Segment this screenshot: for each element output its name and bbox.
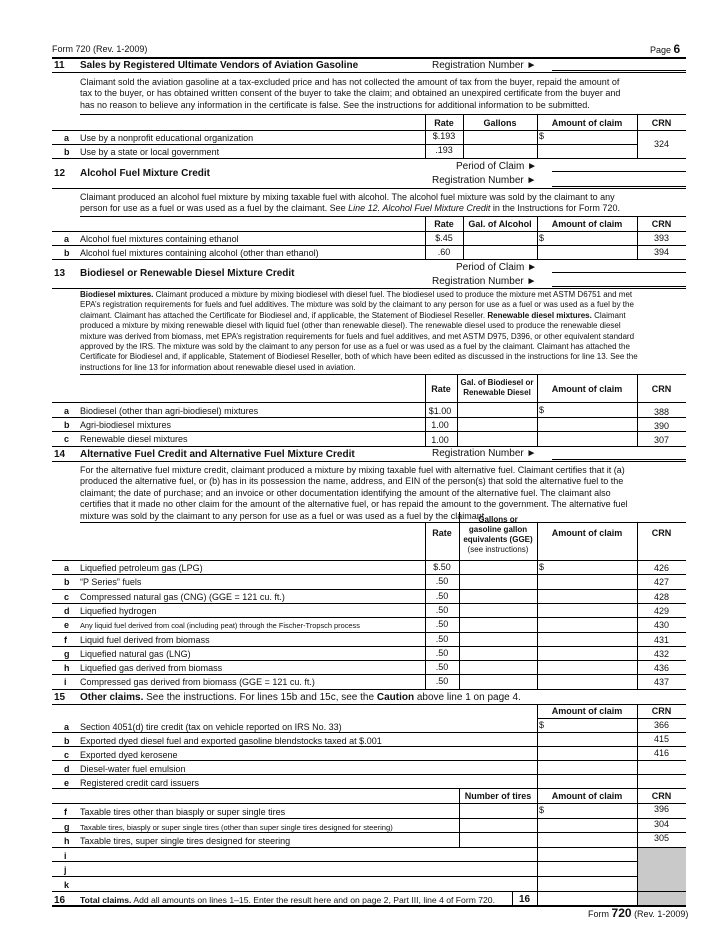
rule bbox=[52, 288, 686, 289]
row-rate: .60 bbox=[437, 247, 451, 257]
line-13-registration-field[interactable] bbox=[552, 286, 686, 287]
line-13-period-field[interactable] bbox=[552, 272, 686, 273]
row-desc: Diesel-water fuel emulsion bbox=[80, 764, 186, 774]
row-desc: Exported dyed kerosene bbox=[80, 750, 178, 760]
line-16-box-number: 16 bbox=[518, 894, 531, 905]
row-letter: b bbox=[64, 577, 70, 587]
row-letter: b bbox=[64, 736, 70, 746]
crn-value: 436 bbox=[653, 663, 670, 673]
row-desc: Compressed gas derived from biomass (GGE = 121 cu. ft.) bbox=[80, 677, 315, 687]
text-bold: Other claims. bbox=[80, 692, 144, 703]
amount-field[interactable] bbox=[538, 647, 637, 659]
line-14-title: Alternative Fuel Credit and Alternative Fuel Mixture Credit bbox=[80, 449, 355, 460]
line-14-number: 14 bbox=[54, 449, 66, 460]
crn-value: 416 bbox=[653, 748, 670, 758]
crn-value: 324 bbox=[653, 139, 670, 149]
para-line: certifies that it made no other claim for the amount of the alternative fuel, or has repaid the amount to the government. The alternative fuel bbox=[80, 499, 628, 510]
para-line: Certificate for Biodiesel and, if applicable, Statement of Biodiesel Reseller, both of which have been edited as discussed in the instructions for line 13. See the bbox=[80, 352, 638, 362]
row-desc: Section 4051(d) tire credit (tax on vehicle reported on IRS No. 33) bbox=[80, 722, 342, 732]
row-letter: a bbox=[64, 406, 70, 416]
col-gallons-line2: Renewable Diesel bbox=[463, 388, 531, 397]
amount-field[interactable] bbox=[538, 633, 637, 645]
amount-field[interactable] bbox=[538, 675, 637, 687]
text-bold: Total claims. bbox=[80, 895, 132, 905]
line-12-period-label: Period of Claim ► bbox=[456, 161, 538, 172]
line-11-number: 11 bbox=[54, 60, 65, 71]
row-desc: Any liquid fuel derived from coal (including peat) through the Fischer-Tropsch process bbox=[80, 621, 360, 630]
row-letter: c bbox=[64, 592, 70, 602]
row-desc: Use by a nonprofit educational organization bbox=[80, 133, 254, 143]
amount-field[interactable] bbox=[538, 661, 637, 673]
para-line: tax to the buyer, or has obtained written consent of the buyer to take the claim; and obtained an unexpired certificate from the buyer and bbox=[80, 88, 621, 99]
row-desc: Compressed natural gas (CNG) (GGE = 121 cu. ft.) bbox=[80, 592, 285, 602]
col-rate: Rate bbox=[434, 118, 454, 128]
dollar-sign: $ bbox=[539, 233, 545, 243]
row-desc: Registered credit card issuers bbox=[80, 778, 200, 788]
col-gallons-line: equivalents (GGE) bbox=[463, 535, 533, 544]
row-desc: Renewable diesel mixtures bbox=[80, 434, 188, 444]
col-line bbox=[425, 114, 426, 158]
para-line: For the alternative fuel mixture credit, claimant produced a mixture by mixing taxable fuel with alternative fuel. Claimant certifies that it (a) bbox=[80, 465, 625, 475]
crn-value: 431 bbox=[653, 635, 670, 645]
para-line: Claimant produced an alcohol fuel mixture by mixing taxable fuel with alcohol. The alcohol fuel mixture was sold by the claimant to any bbox=[80, 192, 615, 202]
other-claim-description-field[interactable] bbox=[80, 877, 536, 889]
row-rate: .50 bbox=[435, 619, 449, 629]
col-line bbox=[637, 216, 638, 259]
gallons-field[interactable] bbox=[460, 675, 537, 687]
amount-field[interactable] bbox=[538, 775, 637, 787]
crn-value: 304 bbox=[653, 819, 670, 829]
row-rate: .50 bbox=[435, 648, 449, 658]
page-number: 6 bbox=[673, 42, 681, 56]
row-desc: Agri-biodiesel mixtures bbox=[80, 420, 172, 430]
gallons-field[interactable] bbox=[460, 604, 537, 616]
col-rate: Rate bbox=[434, 219, 454, 229]
amount-field[interactable] bbox=[538, 862, 637, 874]
footer-form-number: 720 bbox=[611, 906, 632, 920]
line-13-title: Biodiesel or Renewable Diesel Mixture Credit bbox=[80, 268, 295, 279]
line-12-amount-field[interactable] bbox=[538, 232, 637, 258]
col-number-of-tires: Number of tires bbox=[464, 791, 532, 801]
page-word: Page bbox=[650, 45, 672, 55]
col-amount: Amount of claim bbox=[551, 528, 623, 538]
crn-value: 429 bbox=[653, 606, 670, 616]
line-13-paragraph bbox=[80, 290, 686, 373]
line-13-registration-label: Registration Number ► bbox=[432, 276, 537, 287]
line-14-paragraph bbox=[80, 465, 686, 522]
amount-field[interactable] bbox=[538, 575, 637, 587]
para-line: produced a mixture by mixing renewable diesel with liquid fuel (other than renewable diesel). The renewable diesel used to produce the renewable diesel bbox=[80, 321, 621, 331]
rule bbox=[52, 461, 686, 462]
row-rate: .50 bbox=[435, 676, 449, 686]
crn-value: 426 bbox=[653, 563, 670, 573]
dollar-sign: $ bbox=[539, 805, 545, 815]
page-label bbox=[650, 44, 680, 56]
row-letter: e bbox=[64, 778, 70, 788]
row-rate: $.50 bbox=[433, 562, 451, 572]
col-line bbox=[459, 788, 460, 847]
row-rate: $1.00 bbox=[428, 406, 452, 416]
rule bbox=[52, 259, 686, 260]
line-11-registration-label: Registration Number ► bbox=[432, 60, 537, 71]
amount-field[interactable] bbox=[538, 877, 637, 889]
other-claim-description-field[interactable] bbox=[80, 848, 536, 860]
text-bold: Biodiesel mixtures. bbox=[80, 290, 154, 299]
row-desc: Liquid fuel derived from biomass bbox=[80, 635, 210, 645]
row-desc: Liquefied natural gas (LNG) bbox=[80, 649, 191, 659]
rule bbox=[52, 689, 686, 690]
gallons-field[interactable] bbox=[460, 618, 537, 630]
line-11-gallons-field[interactable] bbox=[463, 131, 537, 157]
row-letter: a bbox=[64, 234, 70, 244]
line-13-period-label: Period of Claim ► bbox=[456, 262, 538, 273]
amount-field[interactable] bbox=[538, 833, 637, 845]
dollar-sign: $ bbox=[539, 720, 545, 730]
col-crn: CRN bbox=[651, 528, 672, 538]
header-rule bbox=[52, 57, 686, 59]
line-15-number: 15 bbox=[54, 692, 66, 703]
text: claimant. Claimant has attached the Certificate for Biodiesel and, if applicable, the Statement of Biodiesel Reseller. bbox=[80, 310, 488, 320]
para-line: produced the alternative fuel, or (b) has in its possession the name, address, and EIN of the person(s) that sold the alternative fuel to the bbox=[80, 476, 624, 487]
row-letter: a bbox=[64, 133, 70, 143]
row-rate: $.45 bbox=[435, 233, 453, 243]
row-desc: Use by a state or local government bbox=[80, 147, 220, 157]
gallons-field[interactable] bbox=[460, 561, 537, 573]
col-line bbox=[425, 216, 426, 259]
col-crn: CRN bbox=[651, 791, 672, 801]
crn-value: 428 bbox=[653, 592, 670, 602]
row-letter: k bbox=[64, 880, 70, 890]
crn-value: 393 bbox=[653, 233, 670, 243]
col-gallons: Gal. of Alcohol bbox=[468, 219, 532, 229]
para-line bbox=[80, 311, 686, 321]
crn-value: 427 bbox=[653, 577, 670, 587]
tires-field[interactable] bbox=[460, 804, 537, 816]
col-line bbox=[425, 374, 426, 446]
amount-field[interactable] bbox=[538, 733, 637, 745]
row-desc: Taxable tires other than biasply or super single tires bbox=[80, 807, 286, 817]
row-desc: Taxable tires, biasply or super single tires (other than super single tires designed for steering) bbox=[80, 823, 393, 832]
rule bbox=[80, 522, 686, 523]
line-14-registration-label: Registration Number ► bbox=[432, 448, 537, 459]
line-13-amount-field[interactable] bbox=[538, 403, 637, 445]
para-line: mixture was derived from biomass, met EPA’s registration requirements for fuels and fuel additives, and met ASTM D975, D396, or other equivalent standard bbox=[80, 331, 635, 341]
col-amount: Amount of claim bbox=[551, 706, 623, 716]
amount-field[interactable] bbox=[538, 590, 637, 602]
crn-value: 388 bbox=[653, 407, 670, 417]
amount-field[interactable] bbox=[538, 848, 637, 860]
row-desc: “P Series” fuels bbox=[80, 577, 142, 587]
row-letter: i bbox=[64, 851, 67, 861]
gallons-field[interactable] bbox=[460, 575, 537, 587]
gallons-field[interactable] bbox=[460, 647, 537, 659]
row-desc: Liquefied petroleum gas (LPG) bbox=[80, 563, 203, 573]
line-12-number: 12 bbox=[54, 168, 66, 179]
col-line bbox=[637, 522, 638, 689]
col-crn: CRN bbox=[651, 706, 672, 716]
tires-field[interactable] bbox=[460, 833, 537, 845]
col-line bbox=[637, 114, 638, 158]
col-gallons-line: Gallons or bbox=[478, 515, 518, 524]
row-desc: Alcohol fuel mixtures containing alcohol (other than ethanol) bbox=[80, 248, 319, 258]
row-rate: .50 bbox=[435, 634, 449, 644]
dollar-sign: $ bbox=[539, 405, 545, 415]
col-amount: Amount of claim bbox=[551, 219, 623, 229]
col-crn: CRN bbox=[651, 219, 672, 229]
row-desc: Liquefied gas derived from biomass bbox=[80, 663, 223, 673]
row-letter: d bbox=[64, 606, 70, 616]
text: person for use as a fuel or was used as a fuel by the claimant. See bbox=[80, 203, 349, 214]
col-line bbox=[637, 374, 638, 446]
line-13-gallons-field[interactable] bbox=[458, 403, 537, 445]
crn-value: 305 bbox=[653, 833, 670, 843]
text: Claimant bbox=[591, 310, 626, 320]
row-letter: f bbox=[64, 807, 67, 817]
gallons-field[interactable] bbox=[460, 661, 537, 673]
para-line bbox=[80, 290, 686, 300]
para-line: EPA’s registration requirements for fuels and fuel additives. The mixture was sold by the claimant to any person for use as a fuel or was used as a fuel by the bbox=[80, 300, 634, 310]
line-11-amount-field[interactable] bbox=[538, 131, 637, 157]
row-letter: h bbox=[64, 836, 70, 846]
crn-value: 390 bbox=[653, 421, 670, 431]
amount-field[interactable] bbox=[538, 761, 637, 773]
row-desc: Taxable tires, super single tires designed for steering bbox=[80, 836, 291, 846]
row-rate: .50 bbox=[435, 662, 449, 672]
row-letter: i bbox=[64, 677, 67, 687]
row-letter: c bbox=[64, 750, 70, 760]
line-16-number: 16 bbox=[54, 895, 66, 906]
col-crn: CRN bbox=[651, 118, 672, 128]
footer-form-word: Form bbox=[588, 909, 609, 919]
col-gallons: Gallons bbox=[483, 118, 517, 128]
line-13-number: 13 bbox=[54, 268, 66, 279]
line-12-period-field[interactable] bbox=[552, 171, 686, 172]
row-letter: c bbox=[64, 434, 70, 444]
gallons-field[interactable] bbox=[460, 590, 537, 602]
row-letter: a bbox=[64, 563, 70, 573]
line-14-registration-field[interactable] bbox=[552, 459, 686, 460]
line-12-registration-label: Registration Number ► bbox=[432, 175, 537, 186]
col-gallons-line1: Gal. of Biodiesel or bbox=[460, 378, 534, 387]
line-12-registration-field[interactable] bbox=[552, 186, 686, 187]
shaded-area bbox=[638, 892, 686, 905]
col-line bbox=[637, 704, 638, 788]
line-15-title bbox=[80, 692, 521, 703]
para-line: claimant; the date of purchase; and an invoice or other documentation identifying the amount of the alternative fuel. The claimant also bbox=[80, 487, 611, 498]
amount-field[interactable] bbox=[538, 618, 637, 630]
line-12-gallons-field[interactable] bbox=[463, 232, 537, 258]
rule bbox=[52, 905, 686, 907]
row-letter: f bbox=[64, 635, 67, 645]
tires-field[interactable] bbox=[460, 819, 537, 831]
rule bbox=[80, 216, 686, 217]
amount-field[interactable] bbox=[538, 804, 637, 816]
amount-field[interactable] bbox=[538, 604, 637, 616]
text-bold: Caution bbox=[376, 692, 415, 703]
row-letter: g bbox=[64, 822, 70, 832]
col-rate: Rate bbox=[431, 384, 451, 394]
form-revision: Form 720 (Rev. 1-2009) bbox=[52, 44, 148, 54]
col-line bbox=[537, 522, 538, 689]
para-line bbox=[80, 203, 686, 214]
col-crn: CRN bbox=[651, 384, 672, 394]
para-line: approved by the IRS. The mixture was sold by the claimant to any person for use as a fuel or was used as a fuel by the claimant. Claimant has attached the bbox=[80, 342, 630, 352]
col-amount: Amount of claim bbox=[551, 118, 623, 128]
rule bbox=[52, 188, 686, 189]
row-rate: .50 bbox=[435, 605, 449, 615]
text: Claimant produced a mixture by mixing biodiesel with diesel fuel. The biodiesel used to produce the mixture met ASTM D6751 and met bbox=[153, 290, 633, 299]
row-rate: .50 bbox=[435, 591, 449, 601]
row-letter: b bbox=[64, 147, 70, 157]
crn-value: 430 bbox=[653, 620, 670, 630]
row-desc: Liquefied hydrogen bbox=[80, 606, 157, 616]
amount-field[interactable] bbox=[538, 561, 637, 573]
row-desc: Alcohol fuel mixtures containing ethanol bbox=[80, 234, 239, 244]
amount-field[interactable] bbox=[538, 747, 637, 759]
row-letter: j bbox=[64, 865, 67, 875]
footer-revision: (Rev. 1-2009) bbox=[634, 909, 689, 919]
para-line: instructions for line 13 for information about renewable diesel used in aviation. bbox=[80, 362, 356, 372]
line-11-paragraph bbox=[80, 77, 686, 111]
crn-value: 307 bbox=[653, 435, 670, 445]
text: Add all amounts on lines 1–15. Enter the result here and on page 2, Part III, line 4 of Form 720. bbox=[131, 895, 495, 905]
crn-value: 415 bbox=[653, 734, 670, 744]
text: above line 1 on page 4. bbox=[414, 692, 521, 703]
crn-value: 437 bbox=[653, 677, 670, 687]
line-11-title: Sales by Registered Ultimate Vendors of Aviation Gasoline bbox=[80, 60, 359, 71]
col-line bbox=[425, 522, 426, 689]
rule bbox=[52, 158, 686, 159]
text-bold: Renewable diesel mixtures. bbox=[487, 310, 592, 320]
col-line bbox=[512, 891, 513, 905]
line-12-paragraph bbox=[80, 192, 686, 215]
amount-field[interactable] bbox=[538, 819, 637, 831]
row-letter: b bbox=[64, 420, 70, 430]
rule bbox=[80, 374, 686, 375]
amount-field[interactable] bbox=[538, 719, 637, 731]
line-11-registration-field[interactable] bbox=[552, 70, 686, 71]
footer bbox=[588, 908, 688, 920]
rule bbox=[80, 114, 686, 115]
row-desc: Biodiesel (other than agri-biodiesel) mixtures bbox=[80, 406, 259, 416]
para-line: Claimant sold the aviation gasoline at a tax-excluded price and has not collected the amount of tax from the buyer, repaid the amount of bbox=[80, 77, 620, 87]
row-letter: b bbox=[64, 248, 70, 258]
col-amount: Amount of claim bbox=[551, 791, 623, 801]
gallons-field[interactable] bbox=[460, 633, 537, 645]
crn-value: 396 bbox=[653, 804, 670, 814]
row-rate: .193 bbox=[435, 145, 453, 155]
row-letter: a bbox=[64, 722, 70, 732]
col-gallons-line: gasoline gallon bbox=[468, 525, 528, 534]
para-line: has no reason to believe any information in the certificate is false. See the instructions for additional information to be submitted. bbox=[80, 99, 590, 110]
row-letter: g bbox=[64, 649, 70, 659]
row-rate: 1.00 bbox=[431, 435, 449, 445]
row-rate: $.193 bbox=[432, 131, 456, 141]
para-line: mixture was sold by the claimant to any person for use as a fuel or was used as a fuel by the claimant. bbox=[80, 510, 487, 521]
col-rate: Rate bbox=[432, 528, 452, 538]
crn-value: 394 bbox=[653, 247, 670, 257]
text-italic: Line 12. Alcohol Fuel Mixture Credit bbox=[348, 203, 491, 214]
rule bbox=[52, 788, 686, 789]
crn-value: 432 bbox=[653, 649, 670, 659]
row-rate: .50 bbox=[435, 576, 449, 586]
text: See the instructions. For lines 15b and 15c, see the bbox=[143, 692, 377, 703]
line-12-title: Alcohol Fuel Mixture Credit bbox=[80, 168, 211, 179]
rule bbox=[52, 446, 686, 447]
rule bbox=[52, 72, 686, 73]
rule bbox=[52, 704, 686, 705]
shaded-area bbox=[638, 848, 686, 891]
col-amount: Amount of claim bbox=[551, 384, 623, 394]
col-line bbox=[537, 704, 538, 788]
row-letter: d bbox=[64, 764, 70, 774]
col-gallons bbox=[457, 378, 537, 398]
row-desc: Exported dyed diesel fuel and exported gasoline blendstocks taxed at $.001 bbox=[80, 736, 382, 746]
crn-value: 366 bbox=[653, 720, 670, 730]
total-claims-field[interactable] bbox=[538, 892, 637, 904]
col-line bbox=[537, 788, 538, 891]
text: in the Instructions for Form 720. bbox=[490, 203, 620, 214]
col-gallons-line: (see instructions) bbox=[467, 545, 529, 554]
other-claim-description-field[interactable] bbox=[80, 862, 536, 874]
row-letter: e bbox=[64, 620, 70, 630]
dollar-sign: $ bbox=[539, 131, 545, 141]
col-line bbox=[459, 512, 460, 689]
col-gallons bbox=[459, 515, 537, 555]
row-letter: h bbox=[64, 663, 70, 673]
dollar-sign: $ bbox=[539, 562, 545, 572]
row-rate: 1.00 bbox=[431, 420, 449, 430]
